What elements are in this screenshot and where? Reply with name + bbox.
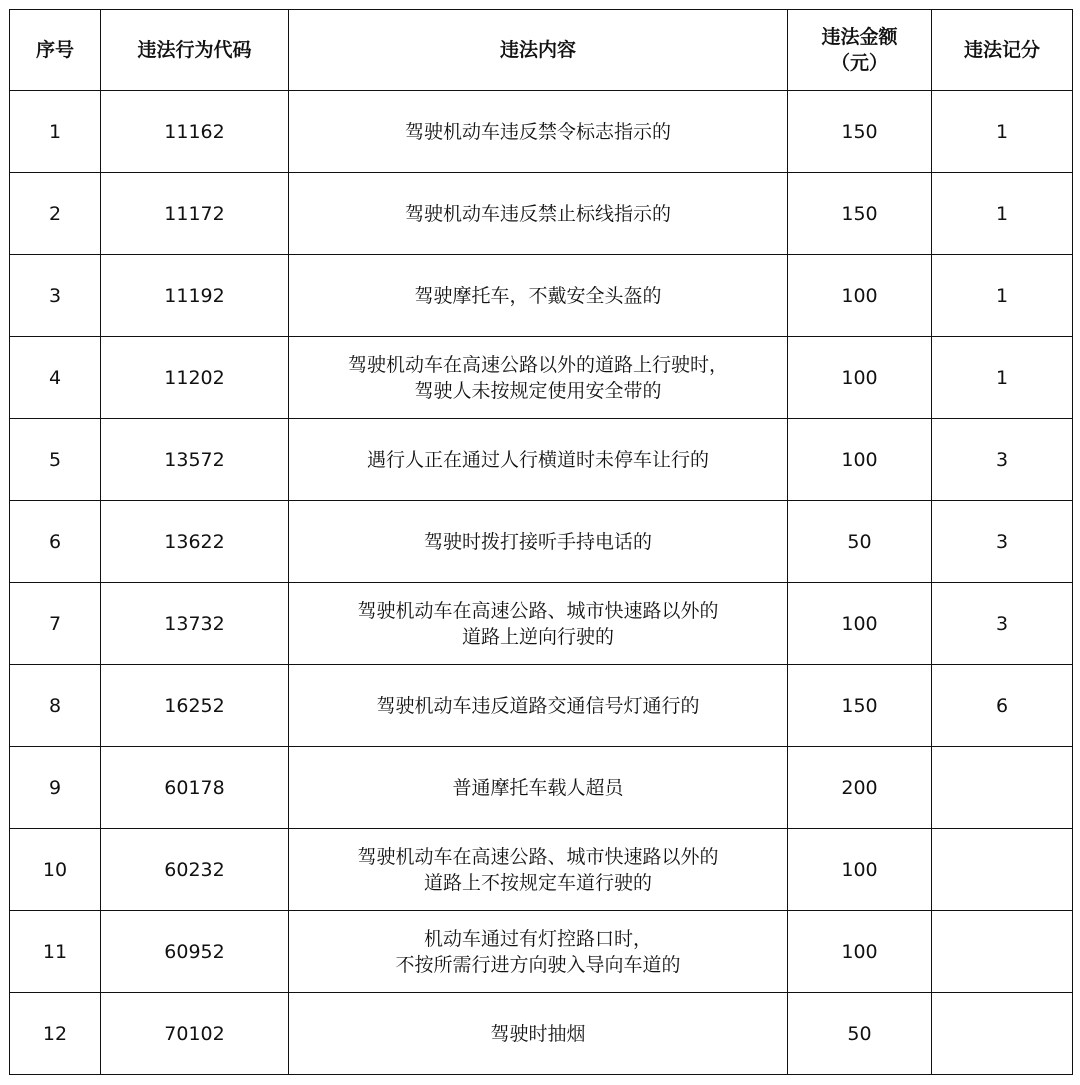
cell-code: 16252 [101,665,289,747]
cell-content [289,501,788,583]
cell-points: 1 [932,337,1073,419]
cell-code: 11192 [101,255,289,337]
header-code: 违法行为代码 [101,10,289,91]
header-seq: 序号 [10,10,101,91]
cell-code: 13572 [101,419,289,501]
cell-fine: 50 [788,501,932,583]
cell-seq: 5 [10,419,101,501]
cell-seq: 1 [10,91,101,173]
cell-content-line1: 驾驶机动车在高速公路、城市快速路以外的 [357,599,719,622]
cell-content-line1: 机动车通过有灯控路口时， [423,927,652,950]
violation-table [9,9,1073,1075]
table-row [10,501,1073,583]
cell-content [289,337,788,419]
table-row [10,829,1073,911]
table-row [10,255,1073,337]
cell-content-line1: 驾驶机动车在高速公路以外的道路上行驶时， [347,353,728,376]
cell-code: 60232 [101,829,289,911]
cell-content [289,583,788,665]
cell-seq: 11 [10,911,101,993]
cell-code: 60952 [101,911,289,993]
cell-fine: 150 [788,173,932,255]
cell-points: 6 [932,665,1073,747]
cell-content [289,665,788,747]
cell-content-line1: 普通摩托车载人超员 [452,776,624,799]
cell-points [932,993,1073,1075]
table-row [10,173,1073,255]
cell-fine: 50 [788,993,932,1075]
table-row [10,747,1073,829]
header-fine [788,10,932,91]
cell-points: 3 [932,583,1073,665]
cell-fine: 100 [788,419,932,501]
cell-code: 11202 [101,337,289,419]
cell-content-line1: 遇行人正在通过人行横道时未停车让行的 [366,448,709,471]
cell-seq: 3 [10,255,101,337]
cell-content-line2: 道路上逆向行驶的 [461,625,614,648]
cell-content [289,173,788,255]
cell-points: 1 [932,173,1073,255]
cell-seq: 2 [10,173,101,255]
cell-content-line2: 驾驶人未按规定使用安全带的 [414,379,662,402]
header-row [10,10,1073,91]
cell-points: 1 [932,91,1073,173]
cell-seq: 8 [10,665,101,747]
cell-points [932,829,1073,911]
header-fine-line1: 违法金额 [821,26,898,48]
header-content: 违法内容 [289,10,788,91]
cell-fine: 100 [788,337,932,419]
table-row [10,337,1073,419]
table-row [10,419,1073,501]
cell-content [289,255,788,337]
cell-fine: 100 [788,829,932,911]
table-header [10,10,1073,91]
cell-points [932,747,1073,829]
cell-seq: 4 [10,337,101,419]
cell-content-line1: 驾驶机动车在高速公路、城市快速路以外的 [357,845,719,868]
cell-content [289,993,788,1075]
cell-seq: 10 [10,829,101,911]
table-row [10,993,1073,1075]
cell-fine: 150 [788,665,932,747]
cell-seq: 6 [10,501,101,583]
cell-seq: 7 [10,583,101,665]
cell-code: 11162 [101,91,289,173]
table-row [10,665,1073,747]
cell-seq: 12 [10,993,101,1075]
cell-content [289,829,788,911]
cell-fine: 100 [788,583,932,665]
cell-seq: 9 [10,747,101,829]
table-row [10,583,1073,665]
cell-code: 13732 [101,583,289,665]
cell-points: 1 [932,255,1073,337]
cell-content-line2: 道路上不按规定车道行驶的 [423,871,652,894]
cell-fine: 100 [788,255,932,337]
cell-code: 13622 [101,501,289,583]
cell-code: 60178 [101,747,289,829]
header-points: 违法记分 [932,10,1073,91]
header-fine-line2: （元） [830,52,888,74]
table-wrapper [9,9,1073,1075]
cell-fine: 100 [788,911,932,993]
cell-content-line1: 驾驶机动车违反禁止标线指示的 [404,202,671,225]
cell-content-line2: 不按所需行进方向驶入导向车道的 [395,953,681,976]
cell-content-line1: 驾驶时拨打接听手持电话的 [423,530,652,553]
cell-points: 3 [932,501,1073,583]
cell-content-line1: 驾驶机动车违反道路交通信号灯通行的 [376,694,700,717]
cell-fine: 150 [788,91,932,173]
table-row [10,911,1073,993]
cell-content-line1: 驾驶摩托车，不戴安全头盔的 [414,284,662,307]
cell-content [289,911,788,993]
cell-code: 11172 [101,173,289,255]
cell-code: 70102 [101,993,289,1075]
cell-points: 3 [932,419,1073,501]
cell-content [289,747,788,829]
cell-points [932,911,1073,993]
table-row [10,91,1073,173]
cell-content-line1: 驾驶时抽烟 [490,1022,586,1045]
cell-fine: 200 [788,747,932,829]
cell-content [289,91,788,173]
cell-content-line1: 驾驶机动车违反禁令标志指示的 [404,120,671,143]
cell-content [289,419,788,501]
table-body [10,91,1073,1075]
